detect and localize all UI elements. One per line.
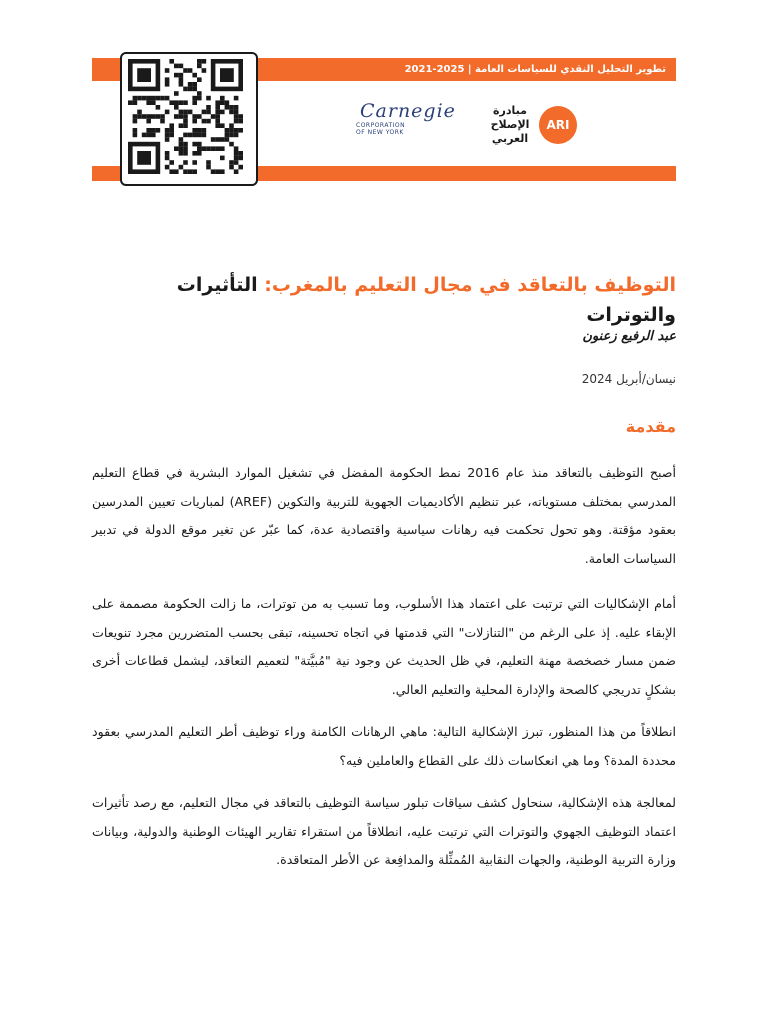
publication-date: نيسان/أبريل 2024	[581, 372, 676, 386]
carnegie-logo-script: Carnegie	[360, 100, 456, 122]
carnegie-logo-icon	[352, 100, 456, 148]
paragraph-4: لمعالجة هذه الإشكالية، سنحاول كشف سياقات تبلور سياسة التوظيف بالتعاقد في مجال التعليم، مع رصد تأثيرات اعتماد التوظيف الجهوي والتوترات التي ترتبت عليه، انطلاقاً من استقراء تقارير الهيئات الوطنية والدولية، وبيانات وزارة التربية الوطنية، والجهات النقابية المُمثِّلة والمدافِعة عن الأطر المتعاقدة.	[92, 795, 676, 867]
ari-logo-icon	[485, 98, 577, 154]
header-band-text: تطوير التحليل النقدي للسياسات العامة | 2025-2021	[404, 64, 666, 75]
paragraph-3: انطلاقاً من هذا المنظور، تبرز الإشكالية التالية: ماهي الرهانات الكامنة وراء توظيف أطر التعليم المدرسي بعقود محددة المدة؟ وما هي انعكاسات ذلك على القطاع والعاملين فيه؟	[92, 724, 676, 768]
ari-logo-name-line1: مبادرة	[493, 104, 527, 117]
carnegie-logo-line2: OF NEW YORK	[356, 129, 404, 136]
qr-code-graphic	[122, 54, 256, 184]
section-heading: مقدمة	[625, 417, 676, 436]
ari-logo-name-line3: العربي	[491, 132, 529, 145]
qr-code-icon[interactable]	[120, 52, 258, 186]
page-title-accent: التوظيف بالتعاقد في مجال التعليم بالمغرب:	[264, 274, 676, 296]
paragraph-2: أمام الإشكاليات التي ترتبت على اعتماد هذا الأسلوب، وما تسبب به من توترات، ما زالت الحكومة مصممة على الإبقاء عليه. إذ على الرغم من "التنازلات" التي قدمتها في اتجاه تحسينه، تبقى بحسب المتضررين مجرد تنويعات ضمن مسار خصخصة مهنة التعليم، في ظل الحديث عن وجود نية "مُبيَّتة" لتعميم التعاقد، ليشمل قطاعات أخرى بشكلٍ تدريجي كالصحة والإدارة المحلية والتعليم العالي.	[92, 596, 676, 697]
carnegie-logo-line1: CORPORATION	[356, 122, 406, 129]
page-title-rest: التأثيرات والتوترات	[176, 274, 676, 326]
ari-logo-circle: ARI	[539, 106, 577, 144]
author-name: عبد الرفيع زعنون	[582, 329, 676, 344]
ari-logo-name	[485, 104, 535, 146]
ari-logo-name-line2: الإصلاح	[490, 118, 530, 131]
page-title	[92, 270, 676, 330]
paragraph-1: أصبح التوظيف بالتعاقد منذ عام 2016 نمط الحكومة المفضل في تشغيل الموارد البشرية في قطاع التعليم المدرسي بمختلف مستوياته، عبر تنظيم الأكاديميات الجهوية للتربية والتكوين (AREF) لمباريات تعيين المدرسين بعقود مؤقتة. وهو تحول تحكمت فيه رهانات سياسية واقتصادية عدة، كما عبّر عن تغير موقع الدولة في تدبير السياسات العامة.	[92, 465, 676, 566]
